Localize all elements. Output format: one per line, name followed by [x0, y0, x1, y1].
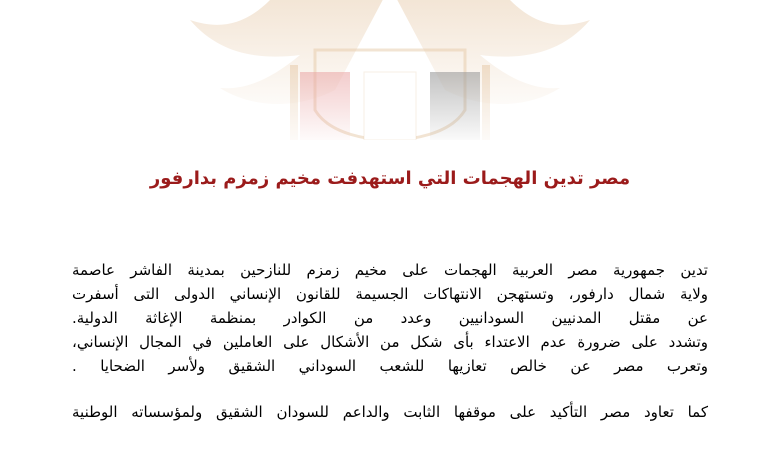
statement-title: مصر تدين الهجمات التي استهدفت مخيم زمزم بدارفور	[149, 168, 631, 189]
eagle-emblem-icon	[150, 0, 630, 140]
paragraph-gap	[72, 378, 708, 400]
text-line: عن مقتل المدنيين السودانيين وعدد من الكوادر بمنظمة الإغاثة الدولية.	[72, 309, 708, 327]
paragraph-support	[72, 400, 708, 424]
text-line: وتشدد على ضرورة عدم الاعتداء بأى شكل من الأشكال على العاملين في المجال الإنساني،	[72, 333, 708, 351]
statement-body	[72, 258, 708, 424]
text-line: ولاية شمال دارفور، وتستهجن الانتهاكات الجسيمة للقانون الإنساني الدولى التى أسفرت	[72, 285, 708, 303]
text-line: وتعرب مصر عن خالص تعازيها للشعب السوداني الشقيق ولأسر الضحايا .	[72, 357, 708, 375]
paragraph-condemnation	[72, 258, 708, 378]
text-line: كما تعاود مصر التأكيد على موقفها الثابت والداعم للسودان الشقيق ولمؤسساته الوطنية	[72, 403, 708, 421]
text-line: تدين جمهورية مصر العربية الهجمات على مخيم زمزم للنازحين بمدينة الفاشر عاصمة	[72, 261, 708, 279]
